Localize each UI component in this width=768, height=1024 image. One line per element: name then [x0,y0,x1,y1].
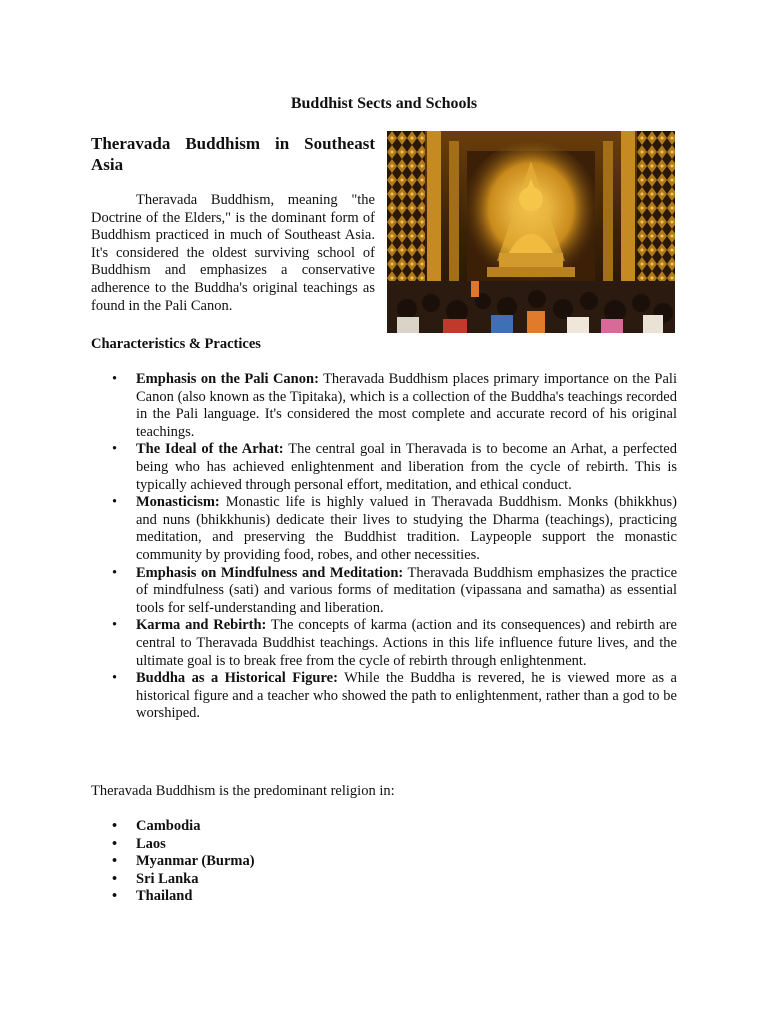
practice-text: While the Buddha is revered, he is viewed more as a historical figure and a teacher who showed the path to enlightenment, rather than a god to be worshiped. [136,670,677,722]
practice-text: Theravada Buddhism emphasizes the practice of mindfulness (sati) and various forms of meditation (vipassana and samatha) as essential tools for self-understanding and liberation. [136,564,678,616]
bullet-icon: • [112,617,118,634]
country-name: Myanmar (Burma) [136,853,255,870]
practice-term: Monasticism: [136,494,220,511]
practice-text: Theravada Buddhism places primary importance on the Pali Canon (also known as the Tipitaka), which is a collection of the Buddha's teachings recorded in the Pali language. It's considered the most complete and accurate record of his original teachings. [136,371,677,440]
list-item [91,853,255,871]
bullet-icon: • [112,441,118,458]
bullet-icon: • [112,888,118,905]
characteristics-heading: Characteristics & Practices [91,336,261,352]
practice-term: The Ideal of the Arhat: [136,441,284,458]
list-item [91,818,255,836]
practice-text: The central goal in Theravada is to become an Arhat, a perfected being who has achieved enlightenment and liberation from the cycle of rebirth. This is typically achieved through personal effort, meditation, and ethical conduct. [136,441,677,493]
bullet-icon: • [112,835,118,852]
practices-list [91,371,677,723]
bullet-icon: • [112,564,118,581]
section-heading: Theravada Buddhism in Southeast Asia [91,134,375,174]
country-name: Sri Lanka [136,870,199,887]
country-name: Laos [136,835,166,852]
practice-term: Emphasis on Mindfulness and Meditation: [136,564,404,581]
bullet-icon: • [112,818,118,834]
list-item [91,441,677,494]
practice-text: Monastic life is highly valued in Theravada Buddhism. Monks (bhikkhus) and nuns (bhikkhunis) dedicate their lives to studying the Dharma (teachings), practicing meditation, and preserving the Buddhist tradition. Laypeople support the monastic community by providing food, robes, and other necessities. [136,494,677,563]
list-item [91,836,255,854]
bullet-icon: • [112,670,118,687]
closing-sentence: Theravada Buddhism is the predominant religion in: [91,783,395,799]
bullet-icon: • [112,870,118,887]
list-item [91,371,677,441]
country-name: Cambodia [136,818,201,834]
list-item [91,670,677,723]
page-title: Buddhist Sects and Schools [290,95,478,112]
temple-buddha-photo [387,131,675,333]
practice-term: Buddha as a Historical Figure: [136,670,338,687]
bullet-icon: • [112,853,118,870]
practice-text: The concepts of karma (action and its consequences) and rebirth are central to Theravada Buddhist teachings. Actions in this life influence future lives, and the ultimate goal is to break free from the cycle of rebirth through enlightenment. [136,617,677,669]
bullet-icon: • [112,371,118,387]
intro-paragraph: Theravada Buddhism, meaning "the Doctrine of the Elders," is the dominant form of Buddhism practiced in much of Southeast Asia. It's considered the oldest surviving school of Buddhism and emphasizes a conservative adherence to the Buddha's original teachings as found in the Pali Canon. [91,192,375,314]
list-item [91,888,255,906]
list-item [91,617,677,670]
practice-term: Karma and Rebirth: [136,617,267,634]
list-item [91,565,677,618]
countries-list [91,818,255,906]
bullet-icon: • [112,494,118,511]
practice-term: Emphasis on the Pali Canon: [136,371,319,387]
country-name: Thailand [136,888,193,905]
list-item [91,494,677,564]
list-item [91,871,255,889]
